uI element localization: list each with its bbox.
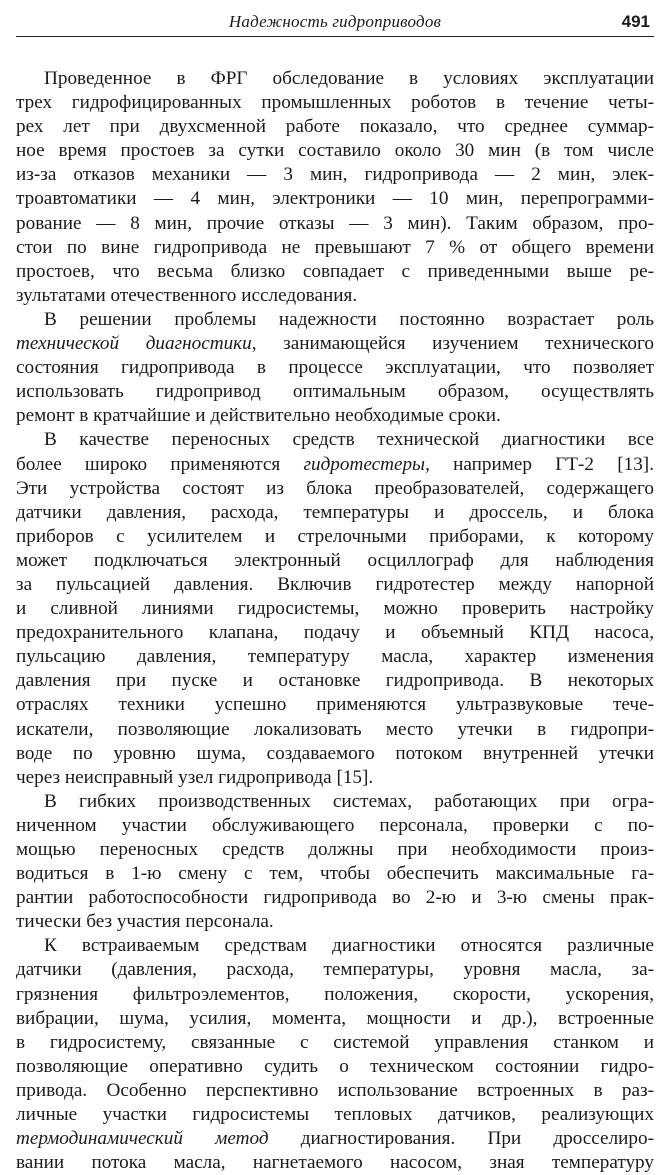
text-line xyxy=(16,67,654,91)
text-line xyxy=(16,428,654,452)
text-segment: водиться в 1-ю смену с тем, чтобы обеспечить максимальные га- xyxy=(16,863,654,885)
text-line xyxy=(16,814,654,838)
text-line xyxy=(16,718,654,742)
text-line xyxy=(16,187,654,211)
text-segment: Проведенное в ФРГ обследование в условиях эксплуатации xyxy=(44,68,654,89)
text-line xyxy=(16,693,654,717)
text-segment: , например ГТ-2 [13]. xyxy=(425,453,654,475)
text-line xyxy=(16,163,654,187)
text-line xyxy=(16,1007,654,1031)
text-segment: рех лет при двухсменной работе показало, что среднее суммар- xyxy=(16,116,654,138)
text-segment: Эти устройства состоят из блока преобразователей, содержащего xyxy=(16,477,654,499)
book-page xyxy=(16,6,654,1175)
text-segment: в гидросистему, связанные с системой управления станком и xyxy=(16,1031,654,1053)
text-segment: грязнения фильтроэлементов, положения, скорости, ускорения, xyxy=(16,983,654,1005)
text-line xyxy=(16,910,654,934)
text-segment: датчики (давления, расхода, температуры, уровня масла, за- xyxy=(16,959,654,981)
page-number: 491 xyxy=(621,12,650,31)
text-line xyxy=(16,886,654,910)
text-line xyxy=(16,236,654,260)
text-line xyxy=(16,91,654,115)
paragraph xyxy=(16,308,654,428)
text-segment: предохранительного клапана, подачу и объемный КПД насоса, xyxy=(16,622,654,644)
text-line xyxy=(16,115,654,139)
text-line xyxy=(16,380,654,404)
text-segment: использовать гидропривод оптимальным образом, осуществлять xyxy=(16,381,654,403)
text-segment: личные участки гидросистемы тепловых датчиков, реализующих xyxy=(16,1104,654,1126)
text-line xyxy=(16,573,654,597)
text-line xyxy=(16,332,654,356)
text-segment: вании потока масла, нагнетаемого насосом, зная температуру xyxy=(16,1152,654,1174)
text-segment: мощью переносных средств должны при необходимости произ- xyxy=(16,839,654,860)
italic-term: гидротестеры xyxy=(303,453,426,475)
text-segment: из-за отказов механики — 3 мин, гидропривода — 2 мин, элек- xyxy=(16,164,654,186)
text-segment: , занимающейся изучением технического xyxy=(251,333,654,355)
body-text xyxy=(16,67,654,1175)
text-segment: вибрации, шума, усилия, момента, мощности и др.), встроенные xyxy=(16,1007,654,1029)
text-segment: ниченном участии обслуживающего персонала, проверки с по- xyxy=(16,814,654,836)
text-segment: за пульсацией давления. Включив гидротестер между напорной xyxy=(16,573,654,595)
text-line xyxy=(16,669,654,693)
text-segment: троавтоматики — 4 мин, электроники — 10 мин, перепрограмми- xyxy=(16,188,654,210)
text-line xyxy=(16,983,654,1007)
text-line xyxy=(16,260,654,284)
text-segment: давления при пуске и остановке гидропривода. В некоторых xyxy=(16,670,654,692)
text-line xyxy=(16,1127,654,1151)
text-line xyxy=(16,862,654,886)
text-line xyxy=(16,1055,654,1079)
text-line xyxy=(16,790,654,814)
running-header xyxy=(16,6,654,37)
paragraph xyxy=(16,934,654,1175)
text-line xyxy=(16,1079,654,1103)
text-segment: В качестве переносных средств технической диагностики все xyxy=(44,429,654,451)
text-segment: тически без участия персонала. xyxy=(16,911,274,933)
text-segment: В гибких производственных системах, работающих при огра- xyxy=(44,790,654,812)
text-segment: В решении проблемы надежности постоянно возрастает роль xyxy=(44,308,654,330)
running-title: Надежность гидроприводов xyxy=(228,12,442,31)
text-line xyxy=(16,1031,654,1055)
text-segment: искатели, позволяющие локализовать место утечки в гидропри- xyxy=(16,718,654,740)
text-line xyxy=(16,356,654,380)
text-segment: К встраиваемым средствам диагностики относятся различные xyxy=(44,935,654,957)
text-segment: пульсацию давления, температуру масла, характер изменения xyxy=(16,646,654,668)
text-line xyxy=(16,838,654,862)
text-line xyxy=(16,1103,654,1127)
text-line xyxy=(16,453,654,477)
text-segment: диагностирования. При дросселиро- xyxy=(268,1128,654,1150)
italic-term: термодинамический метод xyxy=(16,1128,269,1150)
text-segment: состояния гидропривода в процессе эксплуатации, что позволяет xyxy=(16,357,654,379)
text-line xyxy=(16,549,654,573)
text-line xyxy=(16,1151,654,1175)
text-segment: воде по уровню шума, создаваемого потоком внутренней утечки xyxy=(16,742,654,764)
text-segment: отраслях техники успешно применяются ультразвуковые тече- xyxy=(16,694,654,716)
text-line xyxy=(16,645,654,669)
text-segment: более широко применяются xyxy=(16,453,304,475)
paragraph xyxy=(16,790,654,935)
text-segment: стои по вине гидропривода не превышают 7 % от общего времени xyxy=(16,236,654,258)
text-line xyxy=(16,404,654,428)
text-segment: трех гидрофицированных промышленных роботов в течение четы- xyxy=(16,92,654,114)
text-line xyxy=(16,501,654,525)
text-segment: датчики давления, расхода, температуры и дроссель, и блока xyxy=(16,501,654,523)
italic-term: технической диагностики xyxy=(16,333,252,355)
text-segment: рование — 8 мин, прочие отказы — 3 мин). Таким образом, про- xyxy=(16,212,654,234)
text-segment: и сливной линиями гидросистемы, можно проверить настройку xyxy=(16,598,654,620)
text-line xyxy=(16,525,654,549)
text-line xyxy=(16,934,654,958)
text-segment: приборов с усилителем и стрелочными приборами, к которому xyxy=(16,525,654,547)
text-line xyxy=(16,597,654,621)
text-line xyxy=(16,212,654,236)
text-segment: зультатами отечественного исследования. xyxy=(16,284,358,306)
text-segment: через неисправный узел гидропривода [15]. xyxy=(16,766,374,788)
text-line xyxy=(16,621,654,645)
text-line xyxy=(16,958,654,982)
text-line xyxy=(16,308,654,332)
text-segment: ремонт в кратчайшие и действительно необходимые сроки. xyxy=(16,405,501,427)
text-segment: позволяющие оперативно судить о техническом состоянии гидро- xyxy=(16,1055,654,1077)
text-segment: рантии работоспособности гидропривода во 2-ю и 3-ю смены прак- xyxy=(16,887,654,909)
text-line xyxy=(16,477,654,501)
text-line xyxy=(16,766,654,790)
text-segment: привода. Особенно перспективно использование встроенных в раз- xyxy=(16,1079,654,1101)
text-line xyxy=(16,742,654,766)
text-segment: может подключаться электронный осциллограф для наблюдения xyxy=(16,549,654,571)
text-line xyxy=(16,139,654,163)
text-segment: ное время простоев за сутки составило около 30 мин (в том числе xyxy=(16,140,654,162)
paragraph xyxy=(16,67,654,308)
paragraph xyxy=(16,428,654,789)
text-line xyxy=(16,284,654,308)
text-segment: простоев, что весьма близко совпадает с приведенными выше ре- xyxy=(16,260,654,282)
